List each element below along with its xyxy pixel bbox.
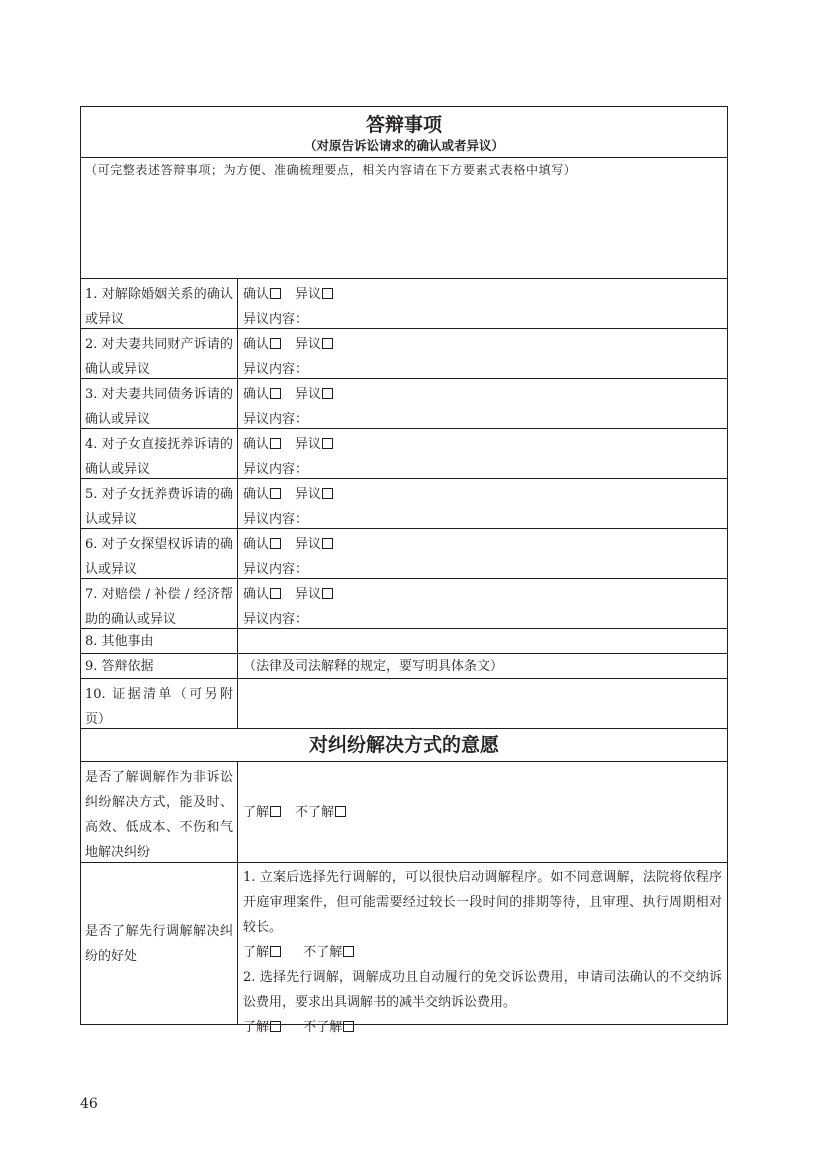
understand-checkbox[interactable] [270, 806, 281, 817]
confirm-option: 确认 [243, 437, 281, 452]
understand-checkbox[interactable] [270, 946, 281, 957]
other-matters-field[interactable] [238, 629, 727, 653]
not-understand-checkbox[interactable] [335, 806, 346, 817]
objection-option: 异议 [295, 387, 333, 402]
items-container [81, 278, 727, 628]
row-label: 8. 其他事由 [81, 629, 238, 653]
row-defense-basis [81, 653, 727, 678]
row-label: 是否了解调解作为非诉讼纠纷解决方式，能及时、高效、低成本、不伤和气地解决纠纷 [81, 762, 238, 862]
objection-option: 异议 [295, 337, 333, 352]
row-mediation-awareness [81, 761, 727, 862]
objection-option: 异议 [295, 587, 333, 602]
confirm-checkbox[interactable] [270, 338, 281, 349]
confirm-option: 确认 [243, 537, 281, 552]
not-understand-checkbox[interactable] [343, 946, 354, 957]
objection-content-field[interactable]: 异议内容： [243, 362, 309, 377]
row-evidence-list [81, 678, 727, 728]
row-label: 10. 证据清单（可另附页） [81, 679, 238, 728]
page-number: 46 [80, 1096, 98, 1112]
not-understand-option: 不了解 [303, 945, 354, 960]
table-row [81, 478, 727, 528]
section-header-dispute-resolution [81, 728, 727, 761]
confirm-checkbox[interactable] [270, 488, 281, 499]
table-row [81, 328, 727, 378]
objection-checkbox[interactable] [322, 488, 333, 499]
table-row [81, 528, 727, 578]
objection-option: 异议 [295, 437, 333, 452]
objection-checkbox[interactable] [322, 438, 333, 449]
row-label: 6. 对子女探望权诉请的确认或异议 [81, 529, 238, 578]
defense-basis-field[interactable]: （法律及司法解释的规定，要写明具体条文） [243, 659, 504, 674]
row-label: 4. 对子女直接抚养诉请的确认或异议 [81, 429, 238, 478]
row-label: 7. 对赔偿 / 补偿 / 经济帮助的确认或异议 [81, 579, 238, 628]
confirm-checkbox[interactable] [270, 538, 281, 549]
section-header-answer-matters [81, 107, 727, 157]
table-row [81, 578, 727, 628]
table-row [81, 428, 727, 478]
understand-option: 了解 [243, 1020, 281, 1035]
objection-content-field[interactable]: 异议内容： [243, 312, 309, 327]
objection-option: 异议 [295, 537, 333, 552]
objection-checkbox[interactable] [322, 388, 333, 399]
evidence-list-field[interactable] [238, 679, 727, 728]
confirm-option: 确认 [243, 337, 281, 352]
objection-content-field[interactable]: 异议内容： [243, 412, 309, 427]
confirm-checkbox[interactable] [270, 588, 281, 599]
understand-checkbox[interactable] [270, 1021, 281, 1032]
objection-content-field[interactable]: 异议内容： [243, 612, 309, 627]
benefit-paragraph-1: 1. 立案后选择先行调解的，可以很快启动调解程序。如不同意调解，法院将依程序开庭审理案件，但可能需要经过较长一段时间的排期等待，且审理、执行周期相对较长。 [243, 870, 722, 935]
understand-option: 了解 [243, 800, 281, 825]
not-understand-option: 不了解 [295, 800, 346, 825]
objection-option: 异议 [295, 287, 333, 302]
table-row [81, 278, 727, 328]
objection-checkbox[interactable] [322, 338, 333, 349]
row-label: 9. 答辩依据 [81, 654, 238, 678]
row-label: 1. 对解除婚姻关系的确认或异议 [81, 279, 238, 328]
row-label: 5. 对子女抚养费诉请的确认或异议 [81, 479, 238, 528]
not-understand-option: 不了解 [303, 1020, 354, 1035]
objection-checkbox[interactable] [322, 538, 333, 549]
row-label: 2. 对夫妻共同财产诉请的确认或异议 [81, 329, 238, 378]
objection-content-field[interactable]: 异议内容： [243, 462, 309, 477]
benefit-paragraph-2: 2. 选择先行调解，调解成功且自动履行的免交诉讼费用，申请司法确认的不交纳诉讼费用，要求出具调解书的减半交纳诉讼费用。 [243, 970, 722, 1010]
instructions-text: （可完整表述答辩事项；为方便、准确梳理要点，相关内容请在下方要素式表格中填写） [85, 163, 577, 177]
confirm-option: 确认 [243, 487, 281, 502]
confirm-checkbox[interactable] [270, 288, 281, 299]
objection-content-field[interactable]: 异议内容： [243, 512, 309, 527]
not-understand-checkbox[interactable] [343, 1021, 354, 1032]
confirm-checkbox[interactable] [270, 388, 281, 399]
understand-option: 了解 [243, 945, 281, 960]
row-other-matters [81, 628, 727, 653]
row-pre-mediation-benefits [81, 862, 727, 1035]
objection-checkbox[interactable] [322, 588, 333, 599]
confirm-checkbox[interactable] [270, 438, 281, 449]
confirm-option: 确认 [243, 387, 281, 402]
objection-checkbox[interactable] [322, 288, 333, 299]
objection-content-field[interactable]: 异议内容： [243, 562, 309, 577]
objection-option: 异议 [295, 487, 333, 502]
confirm-option: 确认 [243, 287, 281, 302]
confirm-option: 确认 [243, 587, 281, 602]
section-subtitle: （对原告诉讼请求的确认或者异议） [303, 138, 504, 153]
row-label: 3. 对夫妻共同债务诉请的确认或异议 [81, 379, 238, 428]
row-label: 是否了解先行调解解决纠纷的好处 [81, 863, 238, 1024]
answer-form-table [80, 106, 728, 1035]
section-title: 对纠纷解决方式的意愿 [308, 734, 499, 756]
section-title: 答辩事项 [365, 114, 442, 136]
table-row [81, 378, 727, 428]
free-text-answer-area[interactable] [81, 157, 727, 278]
